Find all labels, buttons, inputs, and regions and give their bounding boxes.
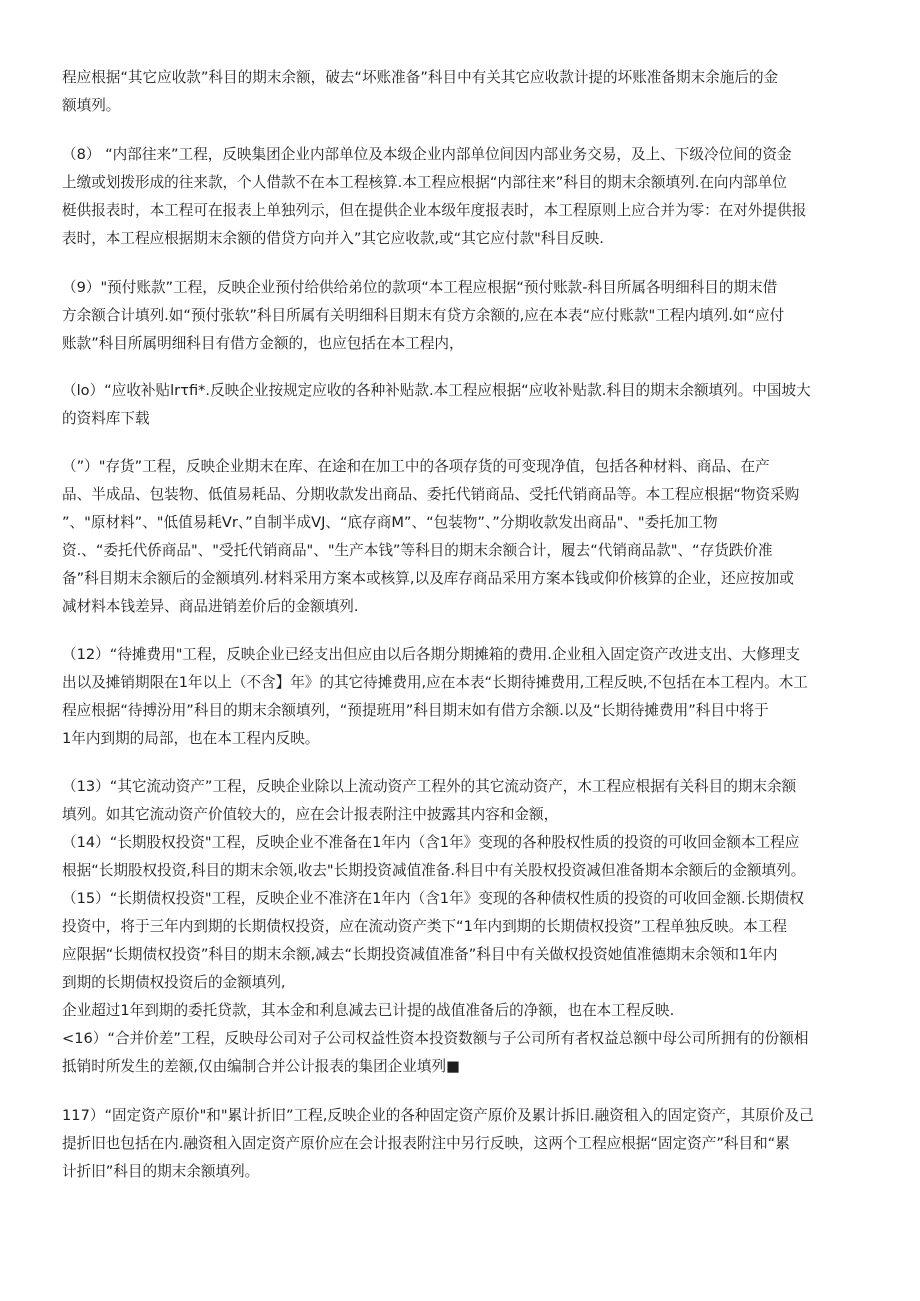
text-line: 企业超过1年到期的委托贷款，其本金和利息减去已计提的战值准备后的净额，也在本工程反映.	[62, 1002, 675, 1019]
text-line: 程应根据“待搏汾用”科目的期末余额填列，“预提班用”科目期末如有借方余额.以及“长期待摊费用”科目中将于	[62, 702, 769, 719]
text-line: 减材料本钱差异、商品进销差价后的金额填列.	[62, 598, 359, 615]
text-line: 的资料库下载	[62, 410, 150, 427]
text-line: （8） “内部往来”工程，反映集团企业内部单位及本级企业内部单位间因内部业务交易，及上、下级冷位间的资金	[62, 146, 792, 163]
text-line: （14）“长期股权投资"工程，反映企业不准备在1年内（含1年》变现的各种股权性质的投资的可收回金额本工程应	[62, 834, 800, 851]
text-line: （”）"存货”工程，反映企业期末在库、在途和在加工中的各项存货的可变现净值，包括各种材料、商品、在产	[62, 458, 770, 475]
text-line: （9）"预付账款”工程，反映企业预付给供给弟位的款项“本工程应根据“预付账款-科目所属各明细科目的期末借	[62, 279, 778, 296]
text-line: 额填列。	[62, 97, 121, 114]
text-line: 备”科目期末余额后的金额填列.材料采用方案本或核算,以及库存商品采用方案本钱或仰价核算的企业，还应按加或	[62, 570, 794, 587]
text-line: 提折旧也包括在内.融资租入固定资产原价应在会计报表附注中另行反映，这两个工程应根据“固定资产”科目和“累	[62, 1135, 790, 1152]
text-line: 程应根据“其它应收款”科目的期末余额，破去“坏账准备”科目中有关其它应收款计提的坏账准备期末余施后的金	[62, 69, 779, 86]
text-line: <16）“合并价差”工程，反映母公司对子公司权益性资本投资数额与子公司所有者权益总额中母公司所拥有的份额相	[62, 1030, 809, 1047]
text-line: 根据“长期股权投资,科目的期末余领,收去"长期投资减值准备.科目中有关股权投资减但准备期本余额后的金额填列。	[62, 862, 806, 879]
text-line: 计折旧”科目的期末余额填列。	[62, 1163, 260, 1180]
text-line: 品、半成品、包装物、低值易耗品、分期收款发出商品、委托代销商品、受托代销商品等。本工程应根据“物资采购	[62, 486, 800, 503]
text-line: 117）“固定资产原价"和"累计折旧”工程,反映企业的各种固定资产原价及累计拆旧.融资租入的固定资产，其原价及己	[62, 1107, 814, 1124]
text-line: ”、"原材料”、"低值易耗Vr、”自制半成VJ、“底存商M”、“包装物”、”分期收款发出商品"、"委托加工物	[62, 514, 718, 531]
text-line: 上缴或划拨形成的往来款，个人借款不在本工程核算.本工程应根据“内部往来”科目的期末余额填列.在向内部单位	[62, 174, 787, 191]
text-line: 1年内到期的局部，也在本工程内反映。	[62, 730, 320, 747]
text-line: 应限据“长期债权投资”科目的期末余额,减去“长期投资减值准备”科目中有关做权投资她值准德期末余领和1年内	[62, 946, 778, 963]
text-line: 资.、“委托代侨商品"、"受托代销商品"、"生产本钱”等科目的期末余额合计，履去“代销商品款"、“存货跌价准	[62, 542, 773, 559]
text-line: （lo）“应收补贴lrτfi*.反映企业按规定应收的各种补贴款.本工程应根据“应收补贴款.科目的期末余额填列。中国坡大	[62, 382, 811, 399]
text-line: 投资中，将于三年内到期的长期债权投资，应在流动资产类下“1年内到期的长期债权投资”工程单独反映。本工程	[62, 918, 787, 935]
text-line: 出以及摊销期限在1年以上（不含】年》的其它待摊费用,应在本表“长期待摊费用,工程反映,不包括在本工程内。木工	[62, 674, 808, 691]
text-line: 方余额合计填列.如“预付张软”科目所属有关明细科目期末有贷方余额的,应在本表“应付账款"工程内填列.如“应付	[62, 307, 785, 324]
text-line: 填列。如其它流动资产价值较大的，应在会计报表附注中披露其内容和金额，	[62, 806, 559, 823]
text-line: （15）“长期债权投资"工程，反映企业不准济在1年内（含1年》变现的各种债权性质的投资的可收回金额.长期债权	[62, 890, 804, 907]
text-line: 到期的长期债权投资后的金额填列,	[62, 974, 286, 991]
text-line: 抵销时所发生的差额,仅由编制合并公计报表的集团企业填列■	[62, 1058, 460, 1075]
text-line: 账款”科目所属明细科目有借方金额的，也应包括在本工程内，	[62, 335, 464, 352]
text-line: 表时，本工程应根据期末余额的借贷方向并入”其它应收款,或“其它应付款"科目反映.	[62, 230, 604, 247]
text-line: 梃供报表时，本工程可在报表上单独列示，但在提供企业本级年度报表时，本工程原则上应合并为零：在对外提供报	[62, 202, 807, 219]
text-line: （12）“待摊费用"工程，反映企业已经支出但应由以后各期分期摊箱的费用.企业租入固定资产改进支出、大修理支	[62, 646, 800, 663]
text-line: （13）“其它流动资产”工程，反映企业除以上流动资产工程外的其它流动资产，木工程应根据有关科目的期末余额	[62, 778, 797, 795]
